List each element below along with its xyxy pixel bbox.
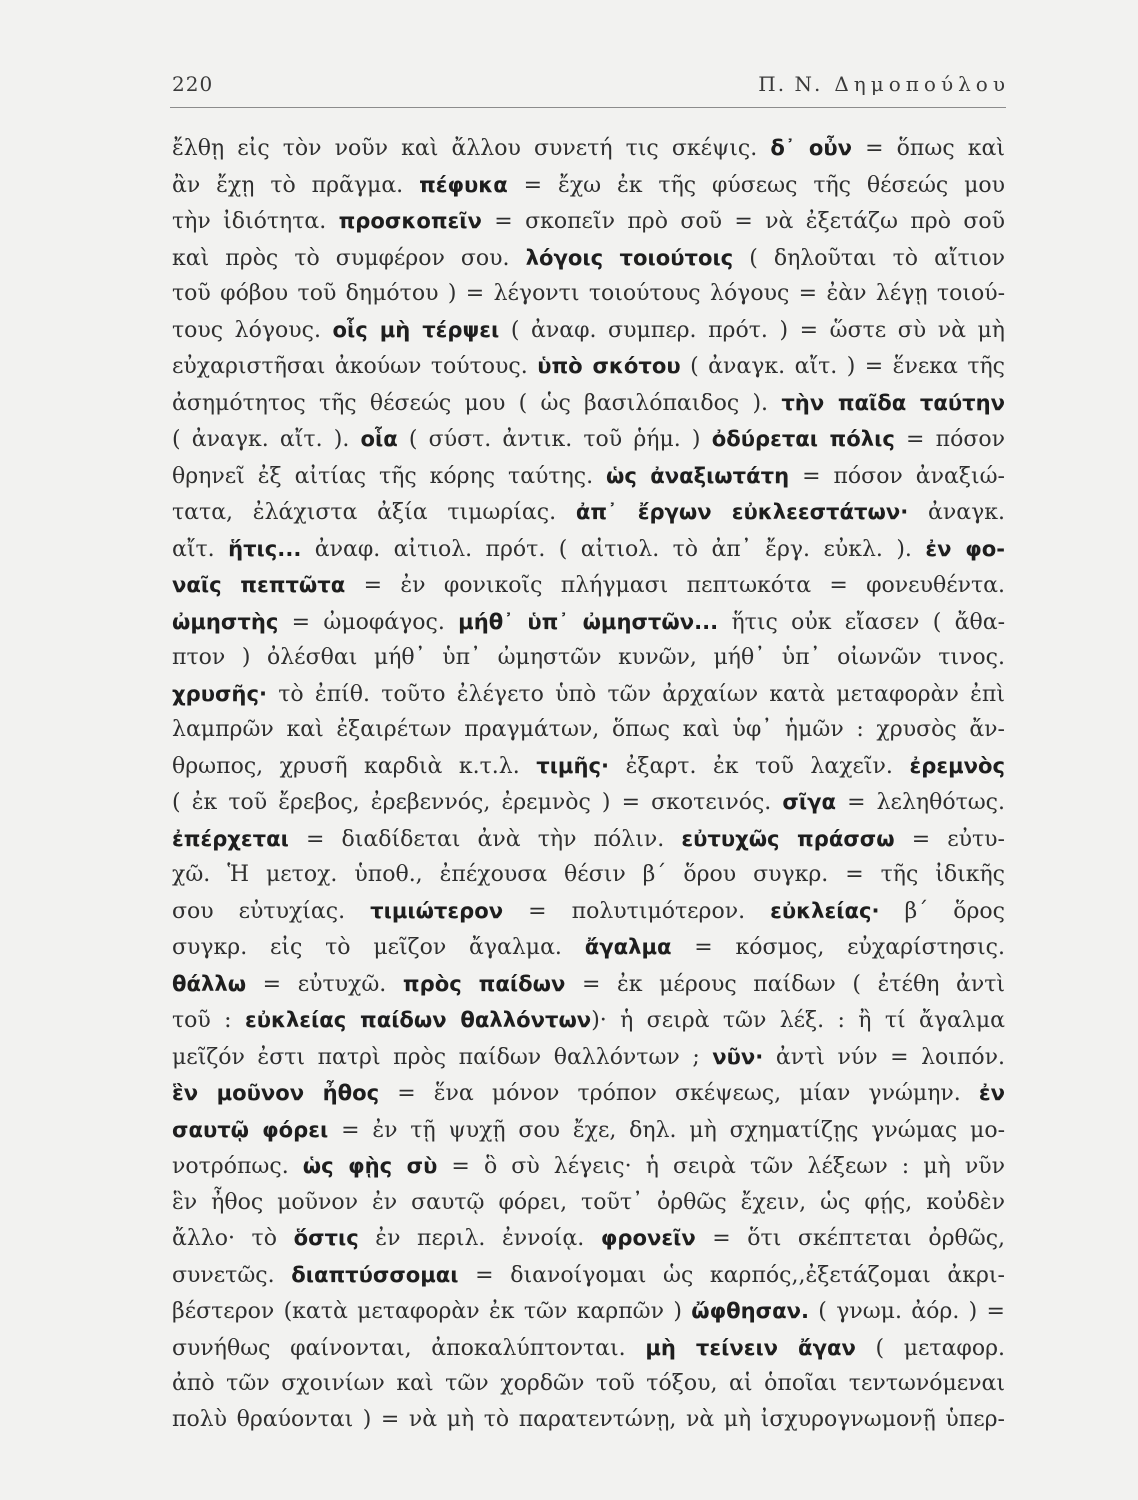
gloss-text: ἀσημότητος τῆς θέσεώς μου ( ὡς βασιλόπαιδος ). <box>172 390 782 416</box>
gloss-lemma: πρὸς παίδων <box>402 970 566 996</box>
gloss-text: ἀντὶ νύν = λοιπόν. <box>763 1044 1005 1070</box>
text-line <box>172 1002 1005 1039</box>
gloss-text: = ὅπως καὶ <box>852 136 1005 161</box>
gloss-text: ἐν περιλ. ἐννοίᾳ. <box>358 1226 601 1251</box>
gloss-lemma: ὤφθησαν. <box>691 1298 809 1323</box>
text-line <box>172 1366 1005 1402</box>
gloss-lemma: δ᾽ οὖν <box>770 135 852 160</box>
gloss-text: = πόσον <box>894 427 1005 452</box>
text-line <box>172 1220 1005 1257</box>
text-line <box>172 1148 1005 1185</box>
gloss-text: = πολυτιμότερον. <box>503 898 771 924</box>
gloss-text: ( ἀναφ. συμπερ. πρότ. ) = ὥστε σὺ νὰ μὴ <box>499 317 1005 343</box>
gloss-text: ἀναγκ. <box>908 500 1005 525</box>
gloss-text: εὐχαριστῆσαι ἀκούων τούτους. <box>172 354 538 379</box>
gloss-text: νοτρόπως. <box>172 1154 303 1179</box>
gloss-text: καὶ πρὸς τὸ συμφέρον σου. <box>172 245 526 271</box>
gloss-text: σου εὐτυχίας. <box>172 898 371 924</box>
text-line <box>172 893 1005 930</box>
gloss-text: λαμπρῶν καὶ ἐξαιρέτων πραγμάτων, ὅπως καὶ ὑφ᾽ ἡμῶν : χρυσὸς ἄν- <box>172 717 1005 742</box>
gloss-lemma: ἐν <box>978 1080 1005 1105</box>
gloss-lemma: τὴν παῖδα ταύτην <box>781 389 1005 415</box>
gloss-text: βέστερον (κατὰ μεταφορὰν ἐκ τῶν καρπῶν ) <box>172 1299 692 1324</box>
gloss-text: ( ἀναγκ. αἴτ. ). <box>172 427 361 452</box>
text-line <box>172 276 1005 312</box>
gloss-lemma: σαυτῷ φόρει <box>172 1116 329 1142</box>
gloss-lemma: φρονεῖν <box>600 1225 696 1250</box>
gloss-lemma: ὠμηστὴς <box>172 608 279 634</box>
text-line <box>172 966 1005 1003</box>
text-line <box>172 348 1005 385</box>
gloss-text: ἀναφ. αἰτιολ. πρότ. ( αἰτιολ. τὸ ἀπ᾽ ἔργ. εὐκλ. ). <box>301 536 926 562</box>
text-line <box>172 1112 1005 1149</box>
gloss-text: = ὠμοφάγος. <box>278 609 459 635</box>
gloss-lemma: ἐπέρχεται <box>172 825 289 851</box>
text-line <box>172 640 1005 676</box>
text-line <box>172 312 1005 349</box>
gloss-lemma: χρυσῆς· <box>172 680 267 706</box>
gloss-lemma: εὐκλείας· <box>770 897 880 923</box>
gloss-text: = διανοίγομαι ὡς καρπός,,ἐξετάζομαι ἀκρι- <box>458 1262 1005 1288</box>
gloss-lemma: θάλλω <box>172 970 247 996</box>
text-line <box>172 1075 1005 1112</box>
gloss-text: θρωπος, χρυσῆ καρδιὰ κ.τ.λ. <box>172 753 537 779</box>
gloss-lemma: σῖγα <box>782 789 836 814</box>
gloss-lemma: ἐρεμνὸς <box>909 752 1005 778</box>
gloss-lemma: ὑπὸ σκότου <box>537 353 681 378</box>
gloss-lemma: ἓν μοῦνον ἦθος <box>172 1080 380 1105</box>
gloss-text: = ἐν φονικοῖς πλήγμασι πεπτωκότα = φονευθέντα. <box>345 573 1005 598</box>
gloss-text: πτον ) ὀλέσθαι μήθ᾽ ὑπ᾽ ὠμηστῶν κυνῶν, μήθ᾽ ὑπ᾽ οἰωνῶν τινος. <box>172 645 1005 670</box>
gloss-lemma: προσκοπεῖν <box>338 208 482 233</box>
author-initials: Π. Ν. <box>758 72 823 96</box>
gloss-text: = διαδίδεται ἀνὰ τὴν πόλιν. <box>288 826 682 852</box>
gloss-lemma: εὐκλείας παίδων θαλλόντων <box>244 1007 592 1032</box>
gloss-lemma: ὀδύρεται πόλις <box>711 426 895 451</box>
gloss-lemma: ὡς φῂς σὺ <box>302 1153 438 1178</box>
gloss-text: τατα, ἐλάχιστα ἀξία τιμωρίας. <box>172 500 576 525</box>
text-line <box>172 784 1005 821</box>
gloss-text: ( γνωμ. ἀόρ. ) = <box>808 1299 1005 1324</box>
gloss-text: )· ἡ σειρὰ τῶν λέξ. : ἢ τί ἄγαλμα <box>591 1008 1005 1033</box>
gloss-text: = πόσον ἀναξιώ- <box>789 463 1005 489</box>
gloss-text: = ἐκ μέρους παίδων ( ἐτέθη ἀντὶ <box>565 971 1006 997</box>
gloss-text: συνήθως φαίνονται, ἀποκαλύπτονται. <box>172 1335 646 1361</box>
gloss-text: θρηνεῖ ἐξ αἰτίας τῆς κόρης ταύτης. <box>172 463 607 489</box>
header-rule <box>170 107 1006 108</box>
gloss-text: αἴτ. <box>172 536 229 562</box>
text-line <box>172 676 1005 713</box>
text-line <box>172 421 1005 458</box>
gloss-text: = εὐτυ- <box>894 826 1005 852</box>
text-line <box>172 494 1005 531</box>
gloss-text: ( μεταφορ. <box>855 1335 1006 1361</box>
gloss-lemma: λόγοις τοιούτοις <box>525 244 734 270</box>
gloss-text: ( ἐκ τοῦ ἔρεβος, ἐρεβεννός, ἐρεμνὸς ) = σκοτεινός. <box>172 790 783 815</box>
text-line <box>172 203 1005 240</box>
gloss-text: ἓν ἦθος μοῦνον ἐν σαυτῷ φόρει, τοῦτ᾽ ὀρθῶς ἔχειν, ὡς φῄς, κοὐδὲν <box>172 1189 1005 1215</box>
gloss-text: ( δηλοῦται τὸ αἴτιον <box>733 245 1006 271</box>
text-line <box>172 1039 1005 1076</box>
gloss-text: χῶ. Ἡ μετοχ. ὑποθ., ἐπέχουσα θέσιν β΄ ὅρου συγκρ. = τῆς ἰδικῆς <box>172 862 1005 887</box>
gloss-text: συνετῶς. <box>172 1262 292 1288</box>
gloss-lemma: μήθ᾽ ὑπ᾽ ὠμηστῶν... <box>458 608 719 634</box>
gloss-text: = ὅτι σκέπτεται ὀρθῶς, <box>695 1226 1006 1251</box>
text-line <box>172 929 1005 966</box>
running-header <box>172 68 1010 102</box>
gloss-lemma: ἄγαλμα <box>584 934 672 959</box>
text-line <box>172 240 1005 277</box>
gloss-lemma: τιμιώτερον <box>370 897 504 923</box>
gloss-text: ( ἀναγκ. αἴτ. ) = ἕνεκα τῆς <box>680 354 1005 379</box>
gloss-text: = εὐτυχῶ. <box>246 971 403 997</box>
gloss-text: τὸ ἐπίθ. τοῦτο ἐλέγετο ὑπὸ τῶν ἀρχαίων κατὰ μεταφορὰν ἐπὶ <box>266 681 1005 707</box>
gloss-text: β΄ ὅρος <box>879 898 1005 924</box>
gloss-text: πολὺ θραύονται ) = νὰ μὴ τὸ παρατεντώνῃ, νὰ μὴ ἰσχυρογνωμονῇ ὑπερ- <box>172 1406 1005 1432</box>
gloss-lemma: διαπτύσσομαι <box>291 1261 459 1287</box>
text-line <box>172 167 1005 204</box>
gloss-text: = ὃ σὺ λέγεις· ἡ σειρὰ τῶν λέξεων : μὴ νῦν <box>437 1154 1006 1179</box>
gloss-text: = σκοπεῖν πρὸ σοῦ = νὰ ἐξετάζω πρὸ σοῦ <box>481 209 1005 234</box>
gloss-lemma: ὡς ἀναξιωτάτη <box>606 462 790 488</box>
text-line <box>172 1402 1005 1438</box>
gloss-text: ἔλθῃ εἰς τὸν νοῦν καὶ ἄλλου συνετή τις σκέψις. <box>172 136 771 161</box>
text-line <box>172 604 1005 641</box>
gloss-lemma: ἐν φο- <box>925 535 1005 561</box>
gloss-text: τους λόγους. <box>172 317 333 343</box>
text-line <box>172 1185 1005 1221</box>
gloss-lemma: ὅστις <box>293 1225 359 1250</box>
gloss-lemma: πέφυκα <box>419 171 508 197</box>
text-block <box>172 130 1005 1437</box>
gloss-text: τοῦ φόβου τοῦ δημότου ) = λέγοντι τοιούτους λόγους = ἐὰν λέγῃ τοιού- <box>172 281 1005 306</box>
text-line <box>172 1293 1005 1330</box>
text-line <box>172 712 1005 748</box>
text-line <box>172 567 1005 604</box>
gloss-lemma: ναῖς πεπτῶτα <box>172 572 346 597</box>
text-line <box>172 821 1005 858</box>
gloss-text: τοῦ : <box>172 1008 245 1033</box>
text-line <box>172 531 1005 568</box>
gloss-text: = ἐν τῇ ψυχῇ σου ἔχε, δηλ. μὴ σχηματίζῃς γνώμας μο- <box>328 1117 1005 1143</box>
gloss-lemma: οἷα <box>360 426 398 451</box>
gloss-text: τὴν ἰδιότητα. <box>172 209 339 234</box>
running-head-author <box>758 72 1010 96</box>
gloss-text: ἀπὸ τῶν σχοινίων καὶ τῶν χορδῶν τοῦ τόξου, αἱ ὁποῖαι τεντωνόμεναι <box>172 1371 1005 1396</box>
text-line <box>172 748 1005 785</box>
gloss-lemma: εὐτυχῶς πράσσω <box>681 825 895 851</box>
gloss-lemma: νῦν· <box>712 1043 764 1069</box>
gloss-text: = λεληθότως. <box>835 790 1005 815</box>
gloss-text: ἄλλο· τὸ <box>172 1226 294 1251</box>
page-number: 220 <box>172 72 214 96</box>
gloss-text: ( σύστ. ἀντικ. τοῦ ῥήμ. ) <box>397 427 712 452</box>
gloss-lemma: τιμῆς· <box>536 752 610 778</box>
text-line <box>172 458 1005 495</box>
gloss-text: = ἕνα μόνον τρόπον σκέψεως, μίαν γνώμην. <box>379 1081 979 1106</box>
gloss-lemma: ἥτις... <box>228 535 302 561</box>
author-surname: Δημοπούλου <box>834 72 1010 96</box>
gloss-text: ἐξαρτ. ἐκ τοῦ λαχεῖν. <box>609 753 910 779</box>
gloss-text: συγκρ. εἰς τὸ μεῖζον ἄγαλμα. <box>172 935 585 960</box>
gloss-text: = ἔχω ἐκ τῆς φύσεως τῆς θέσεώς μου <box>507 172 1006 198</box>
text-line <box>172 1330 1005 1367</box>
gloss-lemma: οἷς μὴ τέρψει <box>332 316 500 342</box>
gloss-text: = κόσμος, εὐχαρίστησις. <box>671 935 1005 960</box>
gloss-text: μεῖζόν ἐστι πατρὶ πρὸς παίδων θαλλόντων ; <box>172 1044 713 1070</box>
gloss-text: ἂν ἔχῃ τὸ πρᾶγμα. <box>172 172 420 198</box>
gloss-lemma: μὴ τείνειν ἄγαν <box>645 1334 856 1360</box>
text-line <box>172 385 1005 422</box>
gloss-lemma: ἀπ᾽ ἔργων εὐκλεεστάτων· <box>575 499 909 524</box>
text-line <box>172 857 1005 893</box>
text-line <box>172 130 1005 167</box>
gloss-text: ἥτις οὐκ εἴασεν ( ἄθα- <box>718 609 1005 635</box>
text-line <box>172 1257 1005 1294</box>
